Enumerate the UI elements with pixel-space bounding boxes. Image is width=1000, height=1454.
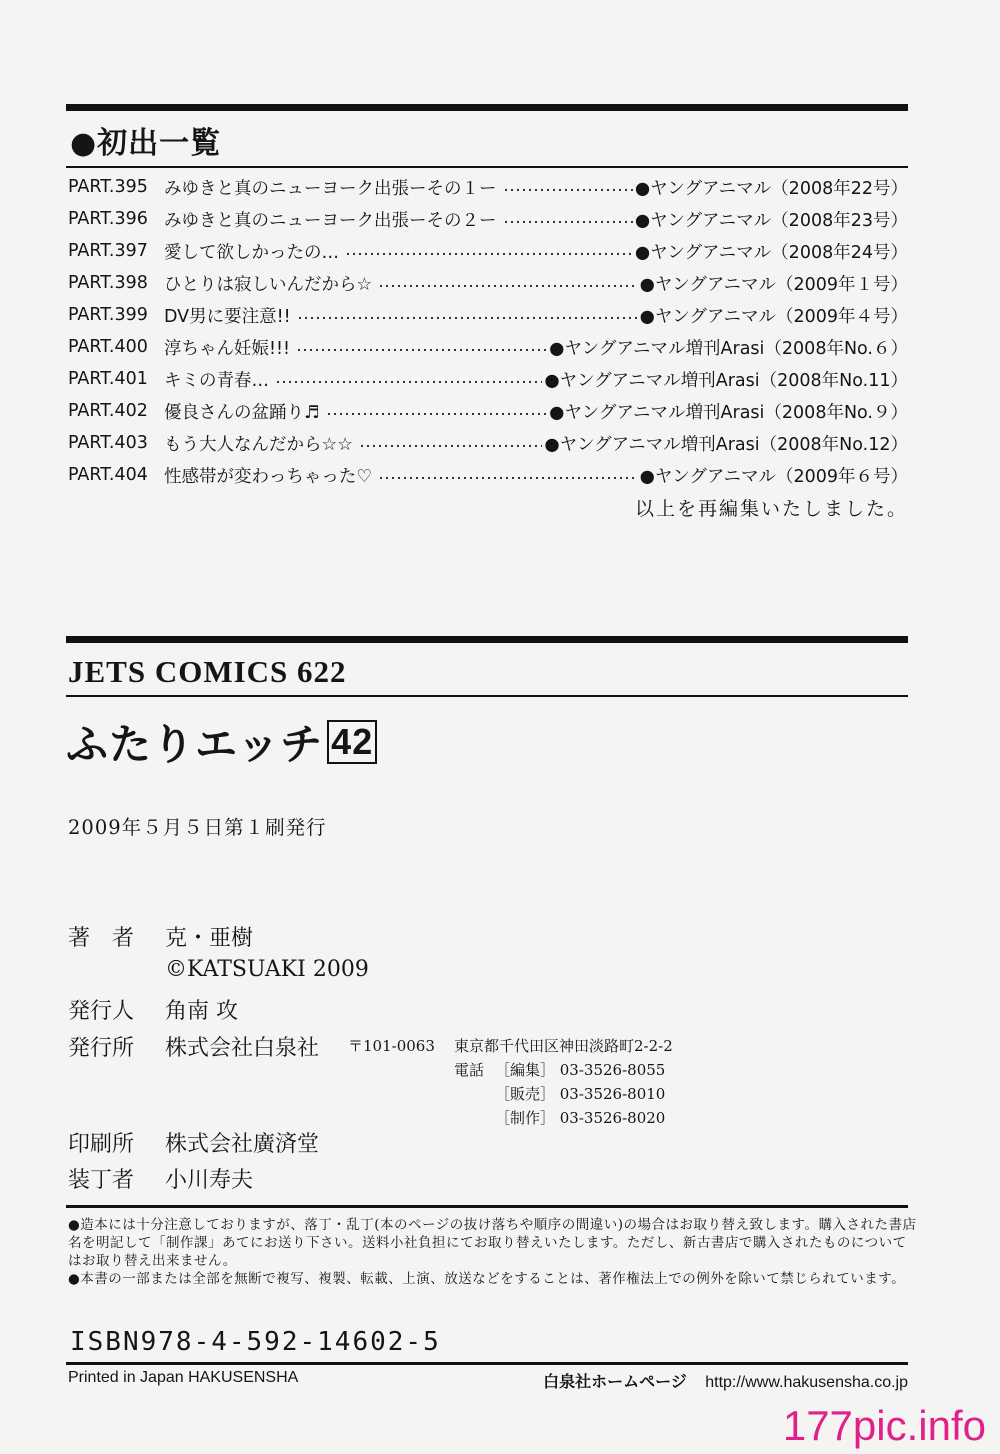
part-number: PART.403	[68, 433, 148, 453]
part-number: PART.401	[68, 369, 148, 389]
part-number: PART.398	[68, 273, 148, 293]
phone-production: ［制作］ 03-3526-8020	[495, 1109, 666, 1127]
homepage	[543, 1369, 908, 1392]
episode-title: キミの青春…	[164, 370, 269, 391]
legal-notice	[68, 1216, 920, 1288]
leader-dots	[503, 221, 633, 223]
leader-dots	[297, 317, 638, 319]
episode-title: みゆきと真のニューヨーク出張ーその１ー	[164, 178, 497, 199]
episode-source: ●ヤングアニマル増刊Arasi（2008年No.11）	[544, 370, 908, 391]
phone-editorial: ［編集］ 03-3526-8055	[495, 1061, 666, 1079]
list-item	[68, 428, 908, 458]
printed-in: Printed in Japan HAKUSENSHA	[68, 1369, 299, 1386]
publisher-label: 発行所	[68, 1036, 135, 1061]
series-name: JETS COMICS 622	[68, 654, 347, 689]
printer-label: 印刷所	[68, 1132, 135, 1157]
phone-sales: ［販売］ 03-3526-8010	[495, 1085, 666, 1103]
leader-dots	[503, 189, 633, 191]
part-number: PART.399	[68, 305, 148, 325]
part-number: PART.396	[68, 209, 148, 229]
episode-title: DV男に要注意!!	[164, 306, 291, 327]
part-number: PART.400	[68, 337, 148, 357]
notice-copyright: ●本書の一部または全部を無断で複写、複製、転載、上演、放送などをすることは、著作権法上での例外を除いて禁じられています。	[68, 1271, 906, 1287]
list-item	[68, 268, 908, 298]
leader-dots	[359, 445, 543, 447]
episode-source: ●ヤングアニマル増刊Arasi（2008年No.12）	[544, 434, 908, 455]
series-rule	[66, 695, 908, 697]
isbn: ISBN978-4-592-14602-5	[70, 1327, 441, 1357]
list-item	[68, 300, 908, 330]
leader-dots	[275, 381, 542, 383]
part-number: PART.402	[68, 401, 148, 421]
episode-title: 愛して欲しかったの…	[164, 242, 339, 263]
colophon-top-rule	[66, 636, 908, 643]
part-number: PART.397	[68, 241, 148, 261]
list-item	[68, 236, 908, 266]
leader-dots	[345, 253, 633, 255]
part-number: PART.395	[68, 177, 148, 197]
first-appearance-heading: ●初出一覧	[70, 126, 222, 161]
isbn-rule	[66, 1362, 908, 1365]
author-label: 著 者	[68, 926, 135, 951]
volume-number: 42	[327, 720, 377, 764]
heading-rule	[66, 166, 908, 168]
postal-code: 〒101-0063	[348, 1037, 435, 1055]
book-title: ふたりエッチ	[66, 720, 324, 769]
homepage-url[interactable]: http://www.hakusensha.co.jp	[705, 1374, 908, 1391]
episode-title: ひとりは寂しいんだから☆	[164, 274, 373, 295]
copyright: ©KATSUAKI 2009	[165, 957, 369, 982]
episode-source: ●ヤングアニマル増刊Arasi（2008年No.６）	[549, 338, 908, 359]
episode-title: もう大人なんだから☆☆	[164, 434, 353, 455]
episode-source: ●ヤングアニマル（2009年６号）	[639, 466, 908, 487]
episode-title: 優良さんの盆踊り♬	[164, 402, 320, 423]
printer-name: 株式会社廣済堂	[165, 1132, 320, 1157]
episode-title: みゆきと真のニューヨーク出張ーその２ー	[164, 210, 497, 231]
leader-dots	[296, 349, 547, 351]
publish-date: 2009年５月５日第１刷発行	[68, 816, 327, 839]
part-number: PART.404	[68, 465, 148, 485]
publisher-person: 角南 攻	[165, 999, 238, 1024]
phone-label: 電話	[454, 1061, 485, 1079]
author-name: 克・亜樹	[165, 926, 254, 951]
designer-name: 小川寿夫	[165, 1168, 254, 1193]
leader-dots	[326, 413, 547, 415]
designer-label: 装丁者	[68, 1168, 135, 1193]
episode-source: ●ヤングアニマル（2008年23号）	[634, 210, 908, 231]
list-item	[68, 172, 908, 202]
top-rule	[66, 104, 908, 111]
list-item	[68, 364, 908, 394]
book-title-block	[66, 712, 377, 772]
list-item	[68, 204, 908, 234]
episode-source: ●ヤングアニマル（2008年22号）	[634, 178, 908, 199]
notice-rule	[66, 1205, 908, 1208]
list-item	[68, 460, 908, 490]
publisher-person-label: 発行人	[68, 999, 135, 1024]
episode-source: ●ヤングアニマル増刊Arasi（2008年No.９）	[549, 402, 908, 423]
episode-title: 淳ちゃん妊娠!!!	[164, 338, 291, 359]
list-item	[68, 332, 908, 362]
list-item	[68, 396, 908, 426]
leader-dots	[378, 285, 637, 287]
episode-source: ●ヤングアニマル（2009年１号）	[639, 274, 908, 295]
episode-source: ●ヤングアニマル（2008年24号）	[634, 242, 908, 263]
leader-dots	[378, 477, 638, 479]
publisher-address: 東京都千代田区神田淡路町2-2-2	[454, 1037, 673, 1055]
episode-source: ●ヤングアニマル（2009年４号）	[639, 306, 908, 327]
watermark: 177pic.info	[782, 1402, 986, 1449]
reedit-note: 以上を再編集いたしました。	[634, 498, 908, 520]
publisher-name: 株式会社白泉社	[165, 1036, 320, 1061]
homepage-label: 白泉社ホームページ	[543, 1374, 687, 1391]
episode-title: 性感帯が変わっちゃった♡	[164, 466, 373, 487]
notice-defect: ●造本には十分注意しておりますが、落丁・乱丁(本のページの抜け落ちや順序の間違い)の場合はお取り替え致します。購入された書店名を明記して「制作課」あてにお送り下さい。送料小社負担にてお取り替えいたします。ただし、新古書店で購入されたものについてはお取り替え出来ません。	[68, 1217, 917, 1269]
